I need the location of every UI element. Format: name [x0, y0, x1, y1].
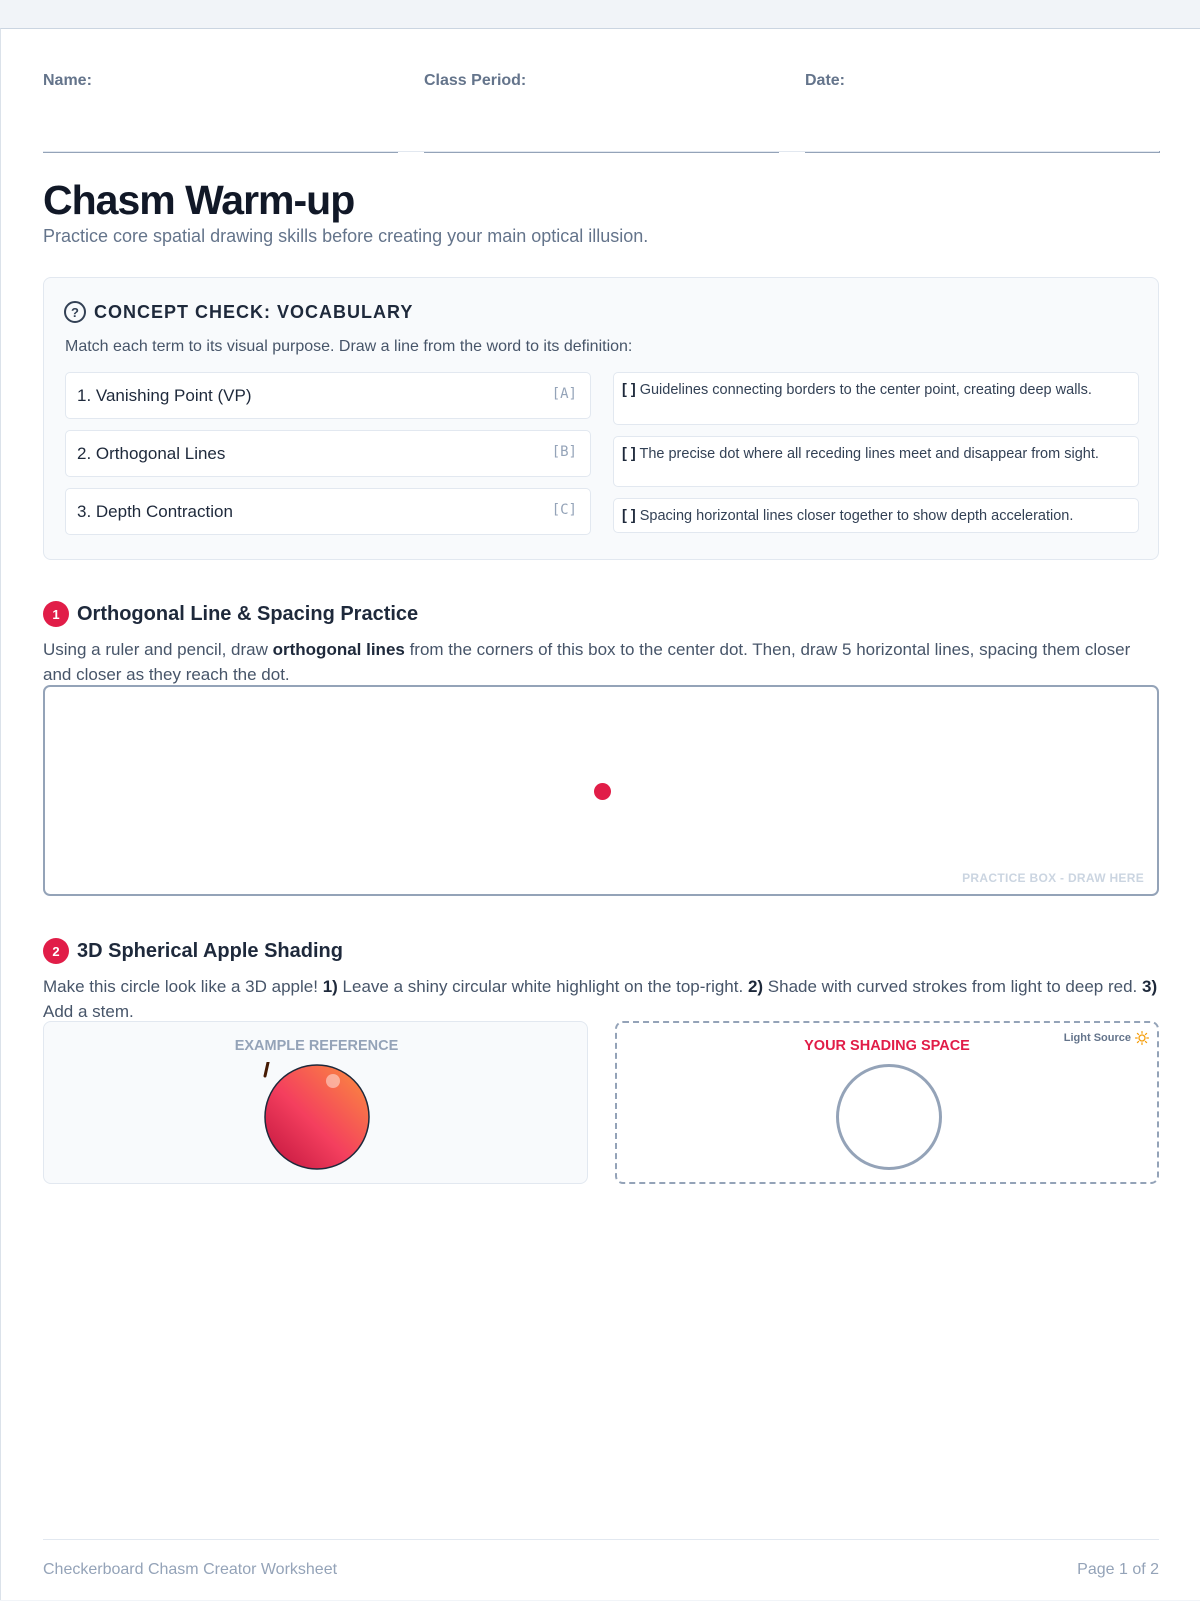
instruction-text: Shade with curved strokes from light to deep red.: [763, 977, 1142, 996]
footer-worksheet-title: Checkerboard Chasm Creator Worksheet: [43, 1561, 338, 1578]
definition-text: Guidelines connecting borders to the center point, creating deep walls.: [639, 382, 1092, 398]
definition-card-precise-dot[interactable]: [613, 436, 1139, 487]
instruction-text: Add a stem.: [43, 1002, 134, 1021]
empty-shading-circle[interactable]: [836, 1064, 942, 1170]
page-title: Chasm Warm-up: [43, 177, 355, 223]
question-circle-icon: ?: [64, 301, 86, 323]
vocabulary-instruction: Match each term to its visual purpose. Draw a line from the word to its definition:: [65, 338, 633, 355]
footer-page-number: Page 1 of 2: [1077, 1561, 1159, 1578]
apple-stem: [265, 1062, 269, 1076]
page-subtitle: Practice core spatial drawing skills before creating your main optical illusion.: [43, 226, 649, 246]
section-1-title: Orthogonal Line & Spacing Practice: [77, 602, 419, 625]
instruction-keyword: orthogonal lines: [272, 640, 405, 659]
definition-card-spacing[interactable]: [613, 498, 1139, 533]
apple-highlight: [326, 1074, 340, 1088]
term-label: 2. Orthogonal Lines: [77, 444, 226, 463]
date-label: Date:: [805, 72, 846, 89]
section-number-badge: 2: [43, 938, 69, 964]
shading-space-label: YOUR SHADING SPACE: [804, 1038, 970, 1054]
definition-card-guidelines[interactable]: [613, 372, 1139, 425]
section-1-instructions: [43, 637, 1159, 687]
date-field[interactable]: [805, 69, 1160, 153]
shading-space-panel[interactable]: [615, 1021, 1159, 1184]
name-field[interactable]: [43, 69, 398, 153]
apple-reference-illustration: [263, 1062, 371, 1170]
instruction-text: Leave a shiny circular white highlight on the top-right.: [337, 977, 748, 996]
section-2-title: 3D Spherical Apple Shading: [77, 939, 343, 962]
term-tag: [C]: [551, 502, 577, 518]
instruction-text: Using a ruler and pencil, draw: [43, 640, 273, 659]
practice-box-label: PRACTICE BOX - DRAW HERE: [962, 871, 1144, 885]
definition-checkbox[interactable]: [ ]: [622, 382, 636, 398]
vocabulary-header: [64, 300, 413, 324]
class-period-label: Class Period:: [424, 72, 527, 89]
term-card-orthogonal-lines[interactable]: [65, 430, 591, 477]
class-period-field[interactable]: [424, 69, 779, 153]
vocabulary-title: CONCEPT CHECK: VOCABULARY: [94, 301, 414, 322]
step-number: 2): [747, 977, 764, 996]
step-number: 3): [1141, 977, 1158, 996]
student-info-fields: [43, 69, 1159, 153]
worksheet-page: [0, 28, 1200, 1600]
light-source-label: Light Source: [1063, 1032, 1131, 1044]
instruction-text: from the corners of this box to the center dot. Then, draw 5 horizontal lines, spacing them closer and closer as they reach the dot.: [43, 640, 1131, 684]
definition-text: The precise dot where all receding lines meet and disappear from sight.: [639, 446, 1099, 462]
vocabulary-panel: [43, 277, 1159, 560]
section-2-header: [43, 937, 343, 965]
term-tag: [B]: [551, 444, 577, 460]
worksheet-content: [43, 29, 1159, 1601]
section-2-instructions: [43, 974, 1159, 1024]
definition-checkbox[interactable]: [ ]: [622, 508, 636, 524]
footer-divider: [43, 1539, 1159, 1540]
term-tag: [A]: [551, 386, 577, 402]
example-reference-panel: [43, 1021, 588, 1184]
definition-checkbox[interactable]: [ ]: [622, 446, 636, 462]
sun-icon: [1135, 1031, 1149, 1045]
name-label: Name:: [43, 72, 92, 89]
term-label: 3. Depth Contraction: [77, 502, 233, 521]
light-source-indicator: [1064, 1031, 1149, 1045]
step-number: 1): [322, 977, 338, 996]
apple-body: [265, 1065, 369, 1169]
header-divider: [43, 151, 1159, 152]
definition-text: Spacing horizontal lines closer together to show depth acceleration.: [639, 508, 1074, 524]
example-reference-label: EXAMPLE REFERENCE: [234, 1038, 399, 1054]
vanishing-point-dot: [594, 783, 611, 800]
instruction-text: Make this circle look like a 3D apple!: [43, 977, 323, 996]
section-1-header: [43, 600, 418, 628]
term-label: 1. Vanishing Point (VP): [77, 386, 252, 405]
practice-drawing-box[interactable]: [43, 685, 1159, 896]
term-card-depth-contraction[interactable]: [65, 488, 591, 535]
section-number-badge: 1: [43, 601, 69, 627]
term-card-vanishing-point[interactable]: [65, 372, 591, 419]
